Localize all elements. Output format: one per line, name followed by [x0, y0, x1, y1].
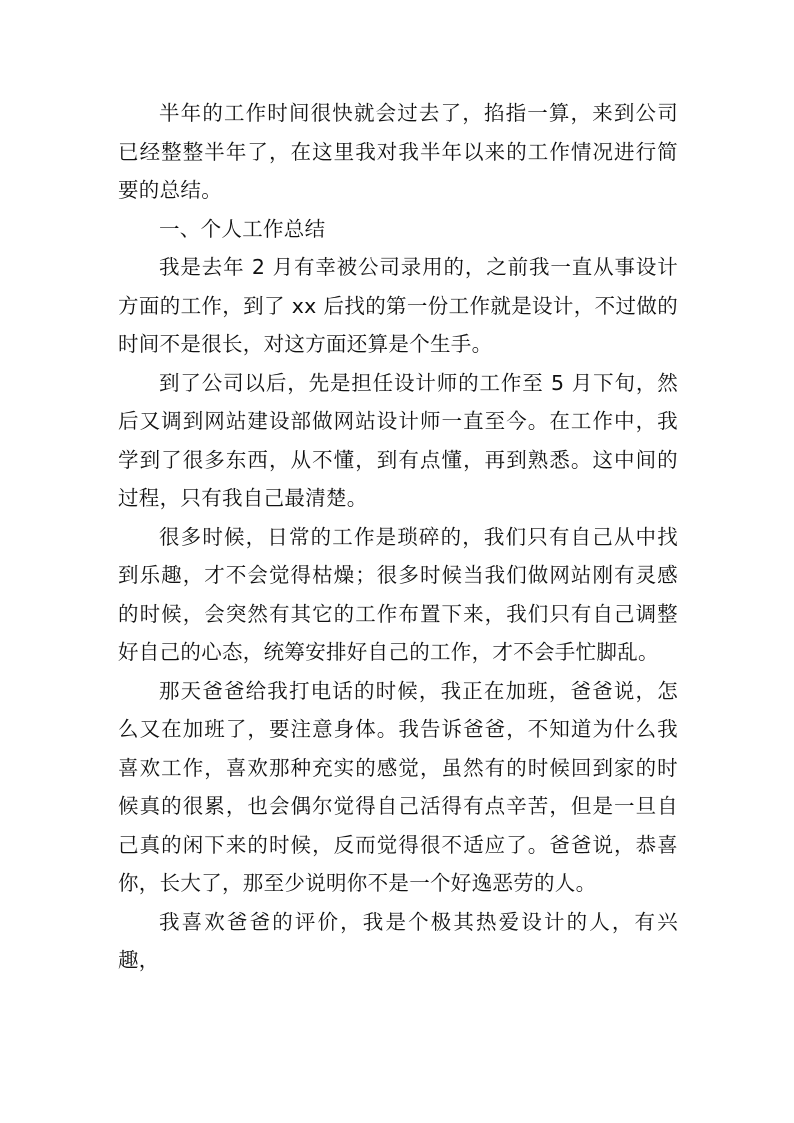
paragraph-role: 到了公司以后，先是担任设计师的工作至 5 月下旬，然后又调到网站建设部做网站设计师一直至今。在工作中，我学到了很多东西，从不懂，到有点懂，再到熟悉。这中间的过程，只有我自己最清楚。 — [118, 370, 678, 510]
paragraph-hiring: 我是去年 2 月有幸被公司录用的，之前我一直从事设计方面的工作，到了 xx 后找的第一份工作就是设计，不过做的时间不是很长，对这方面还算是个生手。 — [118, 255, 678, 356]
paragraph-daily-work: 很多时候，日常的工作是琐碎的，我们只有自己从中找到乐趣，才不会觉得枯燥；很多时候当我们做网站刚有灵感的时候，会突然有其它的工作布置下来，我们只有自己调整好自己的心态，统筹安排好自己的工作，才不会手忙脚乱。 — [118, 524, 678, 664]
paragraph-evaluation: 我喜欢爸爸的评价，我是个极其热爱设计的人，有兴趣， — [118, 909, 678, 972]
document-body — [118, 94, 678, 980]
paragraph-father-call: 那天爸爸给我打电话的时候，我正在加班，爸爸说，怎么又在加班了，要注意身体。我告诉爸爸，不知道为什么我喜欢工作，喜欢那种充实的感觉，虽然有的时候回到家的时候真的很累，也会偶尔觉得自己活得有点辛苦，但是一旦自己真的闲下来的时候，反而觉得很不适应了。爸爸说，恭喜你，长大了，那至少说明你不是一个好逸恶劳的人。 — [118, 678, 678, 895]
paragraph-intro: 半年的工作时间很快就会过去了，掐指一算，来到公司已经整整半年了，在这里我对我半年以来的工作情况进行简要的总结。 — [118, 101, 678, 202]
section-heading: 一、个人工作总结 — [159, 216, 326, 241]
